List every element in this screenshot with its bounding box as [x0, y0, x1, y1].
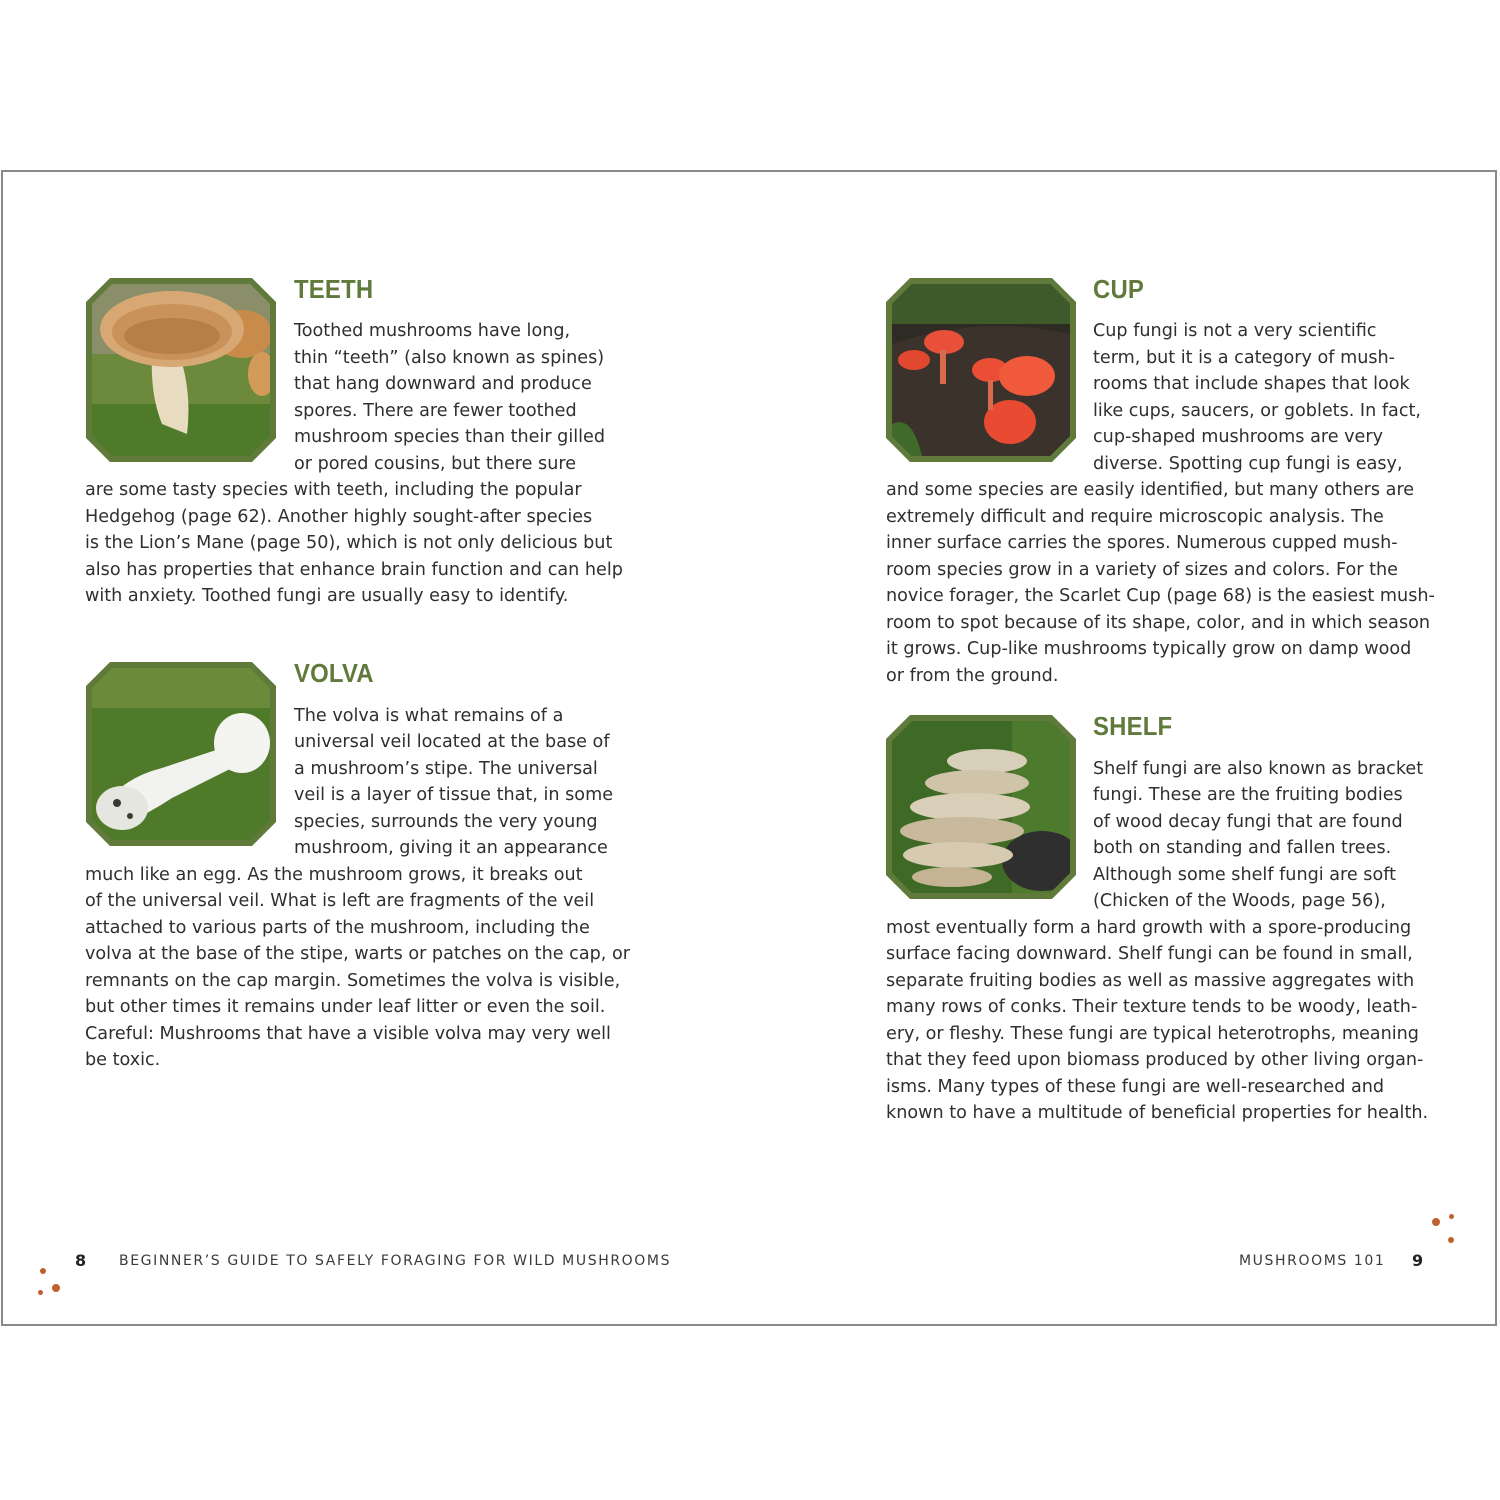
volva-line: veil is a layer of tissue that, in some	[294, 785, 614, 805]
shelf-line: both on standing and fallen trees.	[1093, 838, 1392, 858]
cup-line: and some species are easily identified, but many others are	[886, 480, 1415, 500]
cup-mushroom-photo	[886, 278, 1076, 462]
left-page-number: 8	[75, 1251, 87, 1270]
cup-line: it grows. Cup-like mushrooms typically grow on damp wood	[886, 639, 1412, 659]
volva-line: remnants on the cap margin. Sometimes the volva is visible,	[85, 971, 621, 991]
shelf-line: (Chicken of the Woods, page 56),	[1093, 891, 1386, 911]
accent-dot	[1432, 1218, 1440, 1226]
shelf-line: Although some shelf fungi are soft	[1093, 865, 1397, 885]
accent-dot	[52, 1284, 60, 1292]
volva-line: volva at the base of the stipe, warts or patches on the cap, or	[85, 944, 630, 964]
right-running-head: MUSHROOMS 101	[1239, 1253, 1386, 1269]
volva-line: Careful: Mushrooms that have a visible volva may very well	[85, 1024, 611, 1044]
teeth-mushroom-photo	[86, 278, 276, 462]
teeth-line: thin “teeth” (also known as spines)	[294, 348, 605, 368]
volva-line: mushroom, giving it an appearance	[294, 838, 608, 858]
volva-line: universal veil located at the base of	[294, 732, 610, 752]
teeth-line: that hang downward and produce	[294, 374, 592, 394]
volva-line: much like an egg. As the mushroom grows, it breaks out	[85, 865, 583, 885]
cup-line: room to spot because of its shape, color, and in which season	[886, 613, 1431, 633]
cup-line: inner surface carries the spores. Numerous cupped mush-	[886, 533, 1398, 553]
volva-line: The volva is what remains of a	[294, 706, 564, 726]
shelf-line: fungi. These are the fruiting bodies	[1093, 785, 1403, 805]
cup-line: like cups, saucers, or goblets. In fact,	[1093, 401, 1422, 421]
volva-line: but other times it remains under leaf litter or even the soil.	[85, 997, 606, 1017]
cup-heading: CUP	[1093, 274, 1145, 304]
shelf-line: that they feed upon biomass produced by other living organ-	[886, 1050, 1424, 1070]
teeth-line: mushroom species than their gilled	[294, 427, 606, 447]
shelf-heading: SHELF	[1093, 711, 1173, 741]
teeth-line: with anxiety. Toothed fungi are usually easy to identify.	[85, 586, 569, 606]
cup-line: extremely difficult and require microscopic analysis. The	[886, 507, 1384, 527]
teeth-line: or pored cousins, but there sure	[294, 454, 577, 474]
cup-line: rooms that include shapes that look	[1093, 374, 1410, 394]
teeth-line: also has properties that enhance brain function and can help	[85, 560, 623, 580]
right-page-number: 9	[1412, 1251, 1424, 1270]
cup-line: novice forager, the Scarlet Cup (page 68) is the easiest mush-	[886, 586, 1435, 606]
cup-line: term, but it is a category of mush-	[1093, 348, 1396, 368]
shelf-line: separate fruiting bodies as well as massive aggregates with	[886, 971, 1415, 991]
shelf-line: known to have a multitude of beneficial properties for health.	[886, 1103, 1429, 1123]
cup-line: or from the ground.	[886, 666, 1059, 686]
cup-line: cup-shaped mushrooms are very	[1093, 427, 1383, 447]
shelf-line: most eventually form a hard growth with a spore-producing	[886, 918, 1412, 938]
volva-line: of the universal veil. What is left are fragments of the veil	[85, 891, 595, 911]
shelf-mushroom-photo	[886, 715, 1076, 899]
accent-dot	[1449, 1214, 1454, 1219]
accent-dot	[38, 1290, 43, 1295]
shelf-line: ery, or fleshy. These fungi are typical heterotrophs, meaning	[886, 1024, 1419, 1044]
volva-line: species, surrounds the very young	[294, 812, 598, 832]
teeth-line: spores. There are fewer toothed	[294, 401, 577, 421]
cup-line: room species grow in a variety of sizes and colors. For the	[886, 560, 1398, 580]
volva-heading: VOLVA	[294, 658, 374, 688]
volva-line: attached to various parts of the mushroom, including the	[85, 918, 590, 938]
cup-line: diverse. Spotting cup fungi is easy,	[1093, 454, 1403, 474]
left-running-head: BEGINNER’S GUIDE TO SAFELY FORAGING FOR WILD MUSHROOMS	[119, 1253, 672, 1269]
teeth-line: are some tasty species with teeth, including the popular	[85, 480, 582, 500]
accent-dot	[40, 1268, 46, 1274]
accent-dot	[1448, 1237, 1454, 1243]
volva-mushroom-photo	[86, 662, 276, 846]
teeth-line: Hedgehog (page 62). Another highly sought-after species	[85, 507, 593, 527]
volva-line: a mushroom’s stipe. The universal	[294, 759, 598, 779]
shelf-line: of wood decay fungi that are found	[1093, 812, 1403, 832]
volva-line: be toxic.	[85, 1050, 161, 1070]
cup-line: Cup fungi is not a very scientific	[1093, 321, 1377, 341]
shelf-line: many rows of conks. Their texture tends to be woody, leath-	[886, 997, 1418, 1017]
shelf-line: Shelf fungi are also known as bracket	[1093, 759, 1424, 779]
shelf-line: isms. Many types of these fungi are well-researched and	[886, 1077, 1385, 1097]
teeth-line: Toothed mushrooms have long,	[294, 321, 571, 341]
teeth-line: is the Lion’s Mane (page 50), which is not only delicious but	[85, 533, 613, 553]
shelf-line: surface facing downward. Shelf fungi can be found in small,	[886, 944, 1413, 964]
teeth-heading: TEETH	[294, 274, 374, 304]
